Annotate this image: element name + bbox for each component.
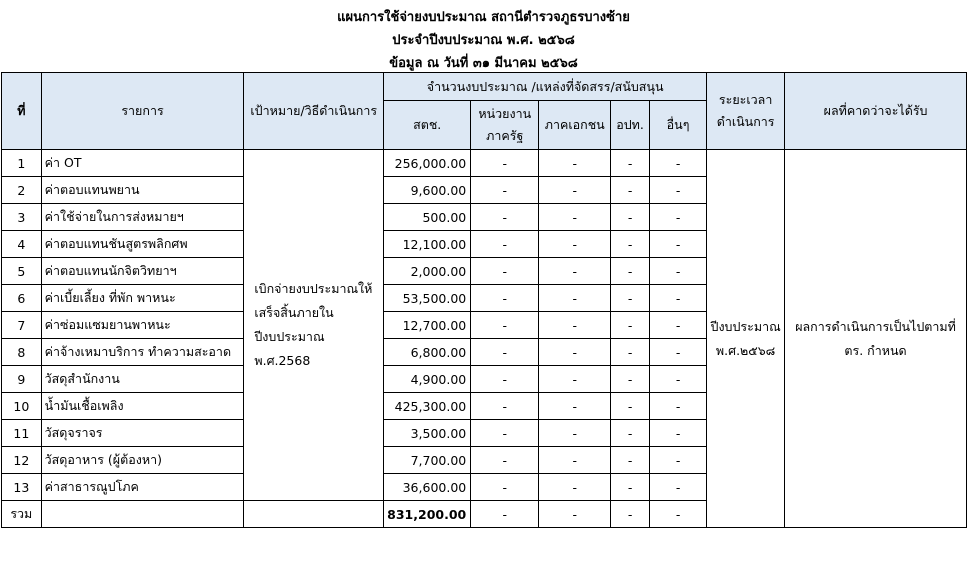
row-no: 8 [2, 339, 42, 366]
total-private: - [539, 501, 611, 528]
row-private: - [539, 393, 611, 420]
document-subtitle-year: ประจำปีงบประมาณ พ.ศ. ๒๕๖๘ [392, 33, 575, 48]
row-gov: - [471, 231, 539, 258]
row-gov: - [471, 312, 539, 339]
row-local: - [611, 177, 650, 204]
header-budget-group: จำนวนงบประมาณ /แหล่งที่จัดสรร/สนับสนุน [384, 73, 707, 101]
row-local: - [611, 150, 650, 177]
row-other: - [650, 231, 707, 258]
row-gov: - [471, 366, 539, 393]
row-item: ค่าตอบแทนชันสูตรพลิกศพ [41, 231, 244, 258]
row-private: - [539, 285, 611, 312]
row-private: - [539, 150, 611, 177]
row-gov: - [471, 204, 539, 231]
row-amount: 12,100.00 [384, 231, 471, 258]
row-gov: - [471, 258, 539, 285]
row-other: - [650, 258, 707, 285]
row-amount: 53,500.00 [384, 285, 471, 312]
row-private: - [539, 204, 611, 231]
row-no: 6 [2, 285, 42, 312]
row-other: - [650, 204, 707, 231]
row-other: - [650, 339, 707, 366]
budget-plan-table [1, 72, 967, 528]
row-gov: - [471, 393, 539, 420]
row-private: - [539, 366, 611, 393]
row-no: 11 [2, 420, 42, 447]
row-amount: 6,800.00 [384, 339, 471, 366]
row-item: ค่า OT [41, 150, 244, 177]
row-gov: - [471, 285, 539, 312]
row-no: 5 [2, 258, 42, 285]
row-other: - [650, 177, 707, 204]
document-subtitle-date: ข้อมูล ณ วันที่ ๓๑ มีนาคม ๒๕๖๘ [389, 56, 578, 71]
row-no: 10 [2, 393, 42, 420]
row-amount: 425,300.00 [384, 393, 471, 420]
period-cell: ปีงบประมาณ พ.ศ.๒๕๖๘ [707, 150, 785, 528]
header-expected: ผลที่คาดว่าจะได้รับ [785, 73, 967, 150]
row-local: - [611, 231, 650, 258]
row-item: ค่าซ่อมแซมยานพาหนะ [41, 312, 244, 339]
row-private: - [539, 231, 611, 258]
row-item: วัสดุจราจร [41, 420, 244, 447]
total-gov: - [471, 501, 539, 528]
total-other: - [650, 501, 707, 528]
row-item: วัสดุอาหาร (ผู้ต้องหา) [41, 447, 244, 474]
row-item: ค่าใช้จ่ายในการส่งหมายฯ [41, 204, 244, 231]
row-no: 12 [2, 447, 42, 474]
row-item: ค่าจ้างเหมาบริการ ทำความสะอาด [41, 339, 244, 366]
row-no: 2 [2, 177, 42, 204]
row-other: - [650, 393, 707, 420]
row-amount: 7,700.00 [384, 447, 471, 474]
header-local-gov: อปท. [611, 101, 650, 150]
row-other: - [650, 420, 707, 447]
row-private: - [539, 420, 611, 447]
row-other: - [650, 150, 707, 177]
row-local: - [611, 393, 650, 420]
row-private: - [539, 474, 611, 501]
row-gov: - [471, 474, 539, 501]
row-amount: 36,600.00 [384, 474, 471, 501]
row-amount: 256,000.00 [384, 150, 471, 177]
header-no: ที่ [2, 73, 42, 150]
row-local: - [611, 420, 650, 447]
row-amount: 500.00 [384, 204, 471, 231]
row-amount: 3,500.00 [384, 420, 471, 447]
row-local: - [611, 204, 650, 231]
target-cell: เบิกจ่ายงบประมาณให้เสร็จสิ้นภายในปีงบประมาณ พ.ศ.2568 [244, 150, 384, 501]
row-other: - [650, 366, 707, 393]
row-amount: 4,900.00 [384, 366, 471, 393]
row-no: 13 [2, 474, 42, 501]
row-private: - [539, 258, 611, 285]
row-gov: - [471, 339, 539, 366]
header-period: ระยะเวลาดำเนินการ [707, 73, 785, 150]
row-other: - [650, 285, 707, 312]
row-no: 4 [2, 231, 42, 258]
table-row [2, 150, 967, 177]
row-other: - [650, 474, 707, 501]
row-local: - [611, 474, 650, 501]
header-sor-tor-chor: สตช. [384, 101, 471, 150]
row-private: - [539, 312, 611, 339]
row-amount: 12,700.00 [384, 312, 471, 339]
row-item: น้ำมันเชื้อเพลิง [41, 393, 244, 420]
row-amount: 2,000.00 [384, 258, 471, 285]
total-amount: 831,200.00 [384, 501, 471, 528]
row-local: - [611, 366, 650, 393]
row-local: - [611, 285, 650, 312]
row-no: 3 [2, 204, 42, 231]
row-gov: - [471, 150, 539, 177]
row-private: - [539, 177, 611, 204]
row-gov: - [471, 447, 539, 474]
row-private: - [539, 339, 611, 366]
row-item: วัสดุสำนักงาน [41, 366, 244, 393]
row-other: - [650, 312, 707, 339]
header-target: เป้าหมาย/วิธีดำเนินการ [244, 73, 384, 150]
row-no: 1 [2, 150, 42, 177]
row-item: ค่าตอบแทนพยาน [41, 177, 244, 204]
row-item: ค่าสาธารณูปโภค [41, 474, 244, 501]
document-title: แผนการใช้จ่ายงบประมาณ สถานีตำรวจภูธรบางซ้าย [337, 10, 630, 25]
expected-cell: ผลการดำเนินการเป็นไปตามที่ ตร. กำหนด [785, 150, 967, 528]
row-no: 9 [2, 366, 42, 393]
row-gov: - [471, 177, 539, 204]
total-label: รวม [2, 501, 42, 528]
row-private: - [539, 447, 611, 474]
row-local: - [611, 258, 650, 285]
row-amount: 9,600.00 [384, 177, 471, 204]
row-gov: - [471, 420, 539, 447]
header-gov-agency: หน่วยงานภาครัฐ [471, 101, 539, 150]
row-local: - [611, 312, 650, 339]
row-local: - [611, 339, 650, 366]
row-item: ค่าเบี้ยเลี้ยง ที่พัก พาหนะ [41, 285, 244, 312]
row-other: - [650, 447, 707, 474]
row-no: 7 [2, 312, 42, 339]
total-target-empty [244, 501, 384, 528]
total-item-empty [41, 501, 244, 528]
header-other: อื่นๆ [650, 101, 707, 150]
row-item: ค่าตอบแทนนักจิตวิทยาฯ [41, 258, 244, 285]
total-local: - [611, 501, 650, 528]
header-item: รายการ [41, 73, 244, 150]
header-private: ภาคเอกชน [539, 101, 611, 150]
row-local: - [611, 447, 650, 474]
